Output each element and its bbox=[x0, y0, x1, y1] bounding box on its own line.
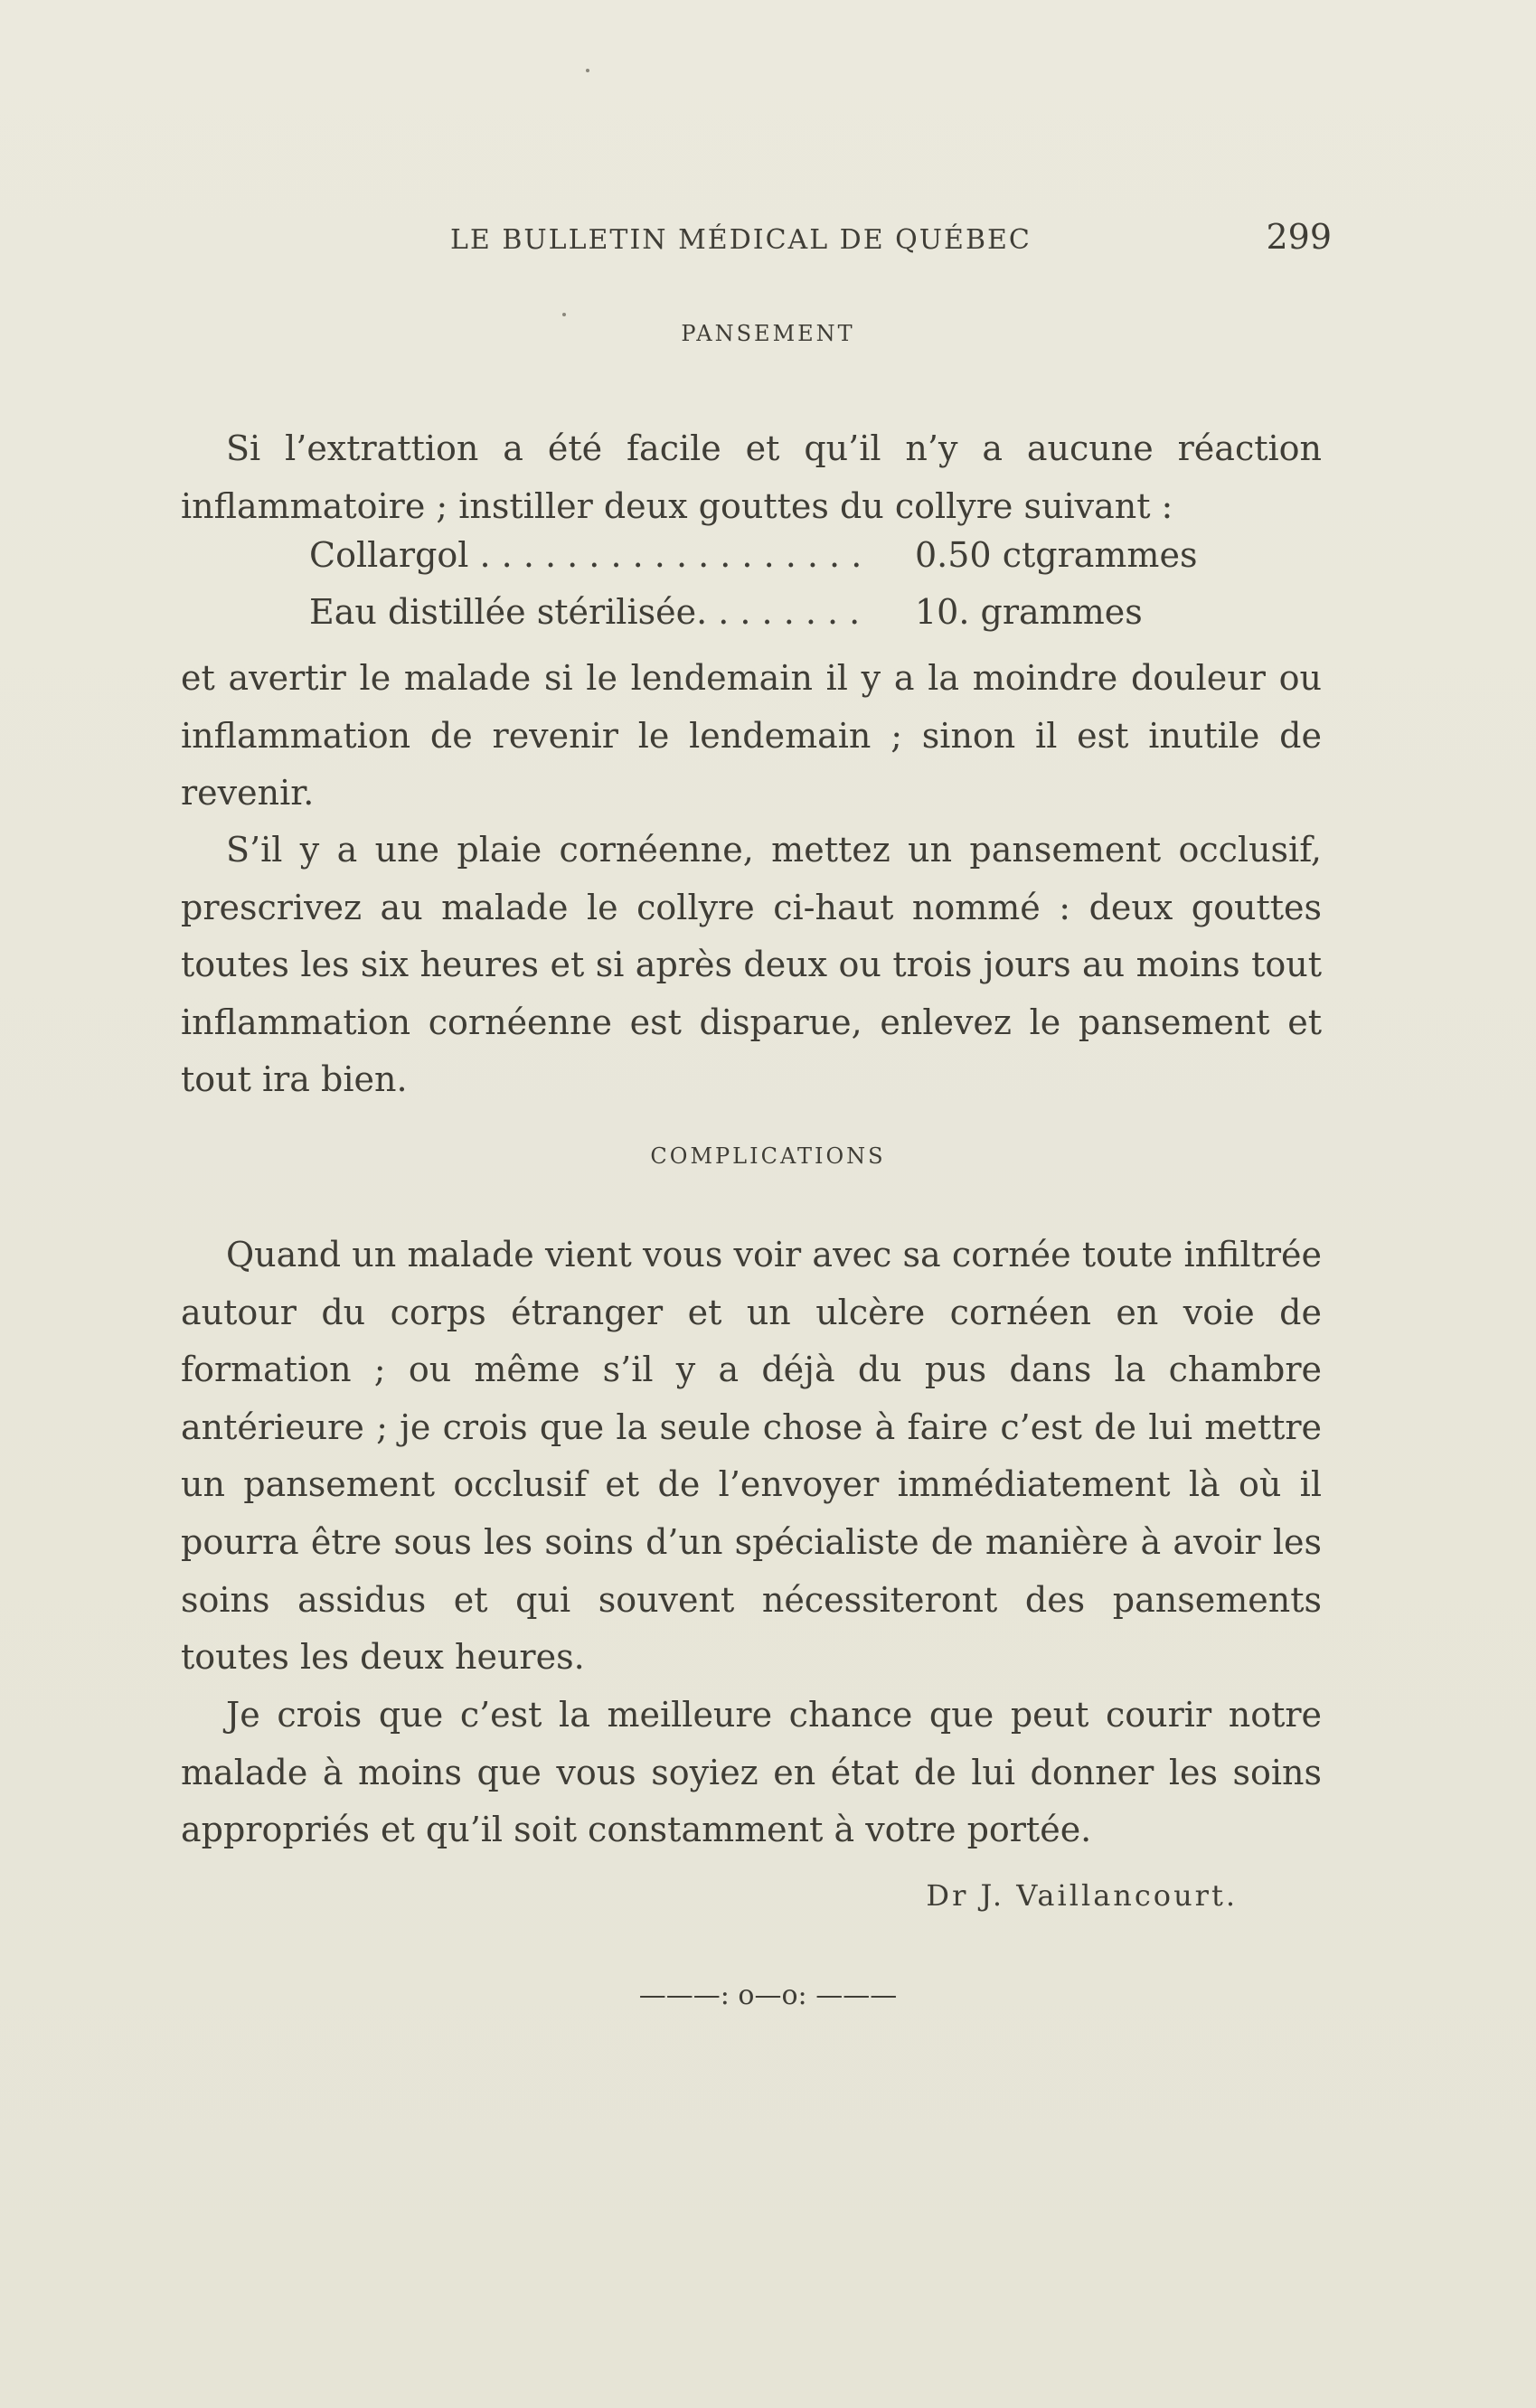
page-header bbox=[450, 217, 1332, 271]
recipe-ingredient: Collargol . . . . . . . . . . . . . . . . . . bbox=[309, 535, 862, 575]
recipe-row bbox=[309, 592, 1213, 649]
signature: Dr J. Vaillancourt. bbox=[926, 1878, 1238, 1913]
paragraph: Quand un malade vient vous voir avec sa cornée toute infiltrée autour du corps étranger et un ulcère cornéen en voie de formation ; ou même s’il y a déjà du pus dans la chambre antérieure ; je crois que la seule chose à faire c’est de lui mettre un pansement occlusif et de l’envoyer immédiatement là où il pourra être sous les soins d’un spécialiste de manière à avoir les soins assidus et qui souvent nécessiteront des pansements toutes les deux heures. bbox=[181, 1235, 1322, 1678]
paragraph: S’il y a une plaie cornéenne, mettez un pansement occlusif, prescrivez au malade le collyre ci-haut nommé : deux gouttes toutes les six heures et si après deux ou trois jours au moins tout inflammation cornéenne est disparue, enlevez le pansement et tout ira bien. bbox=[181, 830, 1322, 1100]
paragraph: et avertir le malade si le lendemain il y a la moindre douleur ou inflammation de revenir le lendemain ; sinon il est inutile de revenir. bbox=[181, 658, 1322, 814]
paragraph: Je crois que c’est la meilleure chance que peut courir notre malade à moins que vous soyiez en état de lui donner les soins appropriés et qu’il soit constamment à votre portée. bbox=[181, 1695, 1322, 1850]
paper-speck bbox=[562, 313, 566, 316]
recipe-ingredient: Eau distillée stérilisée. . . . . . . . bbox=[309, 592, 861, 632]
paragraph: Si l’extrattion a été facile et qu’il n’y a aucune réaction inflammatoire ; instiller deux gouttes du collyre suivant : bbox=[181, 428, 1322, 526]
running-title: LE BULLETIN MÉDICAL DE QUÉBEC bbox=[450, 224, 1032, 256]
recipe-dose: 10. grammes bbox=[915, 592, 1143, 632]
section-heading-complications: COMPLICATIONS bbox=[650, 1143, 886, 1169]
section-divider-ornament: ———: o—o: ——— bbox=[638, 1980, 898, 2011]
recipe-dose: 0.50 ctgrammes bbox=[915, 535, 1198, 575]
section-heading-pansement: PANSEMENT bbox=[681, 321, 855, 346]
paper-speck bbox=[586, 69, 589, 72]
page-number: 299 bbox=[1266, 217, 1332, 257]
recipe-row bbox=[309, 535, 1213, 592]
